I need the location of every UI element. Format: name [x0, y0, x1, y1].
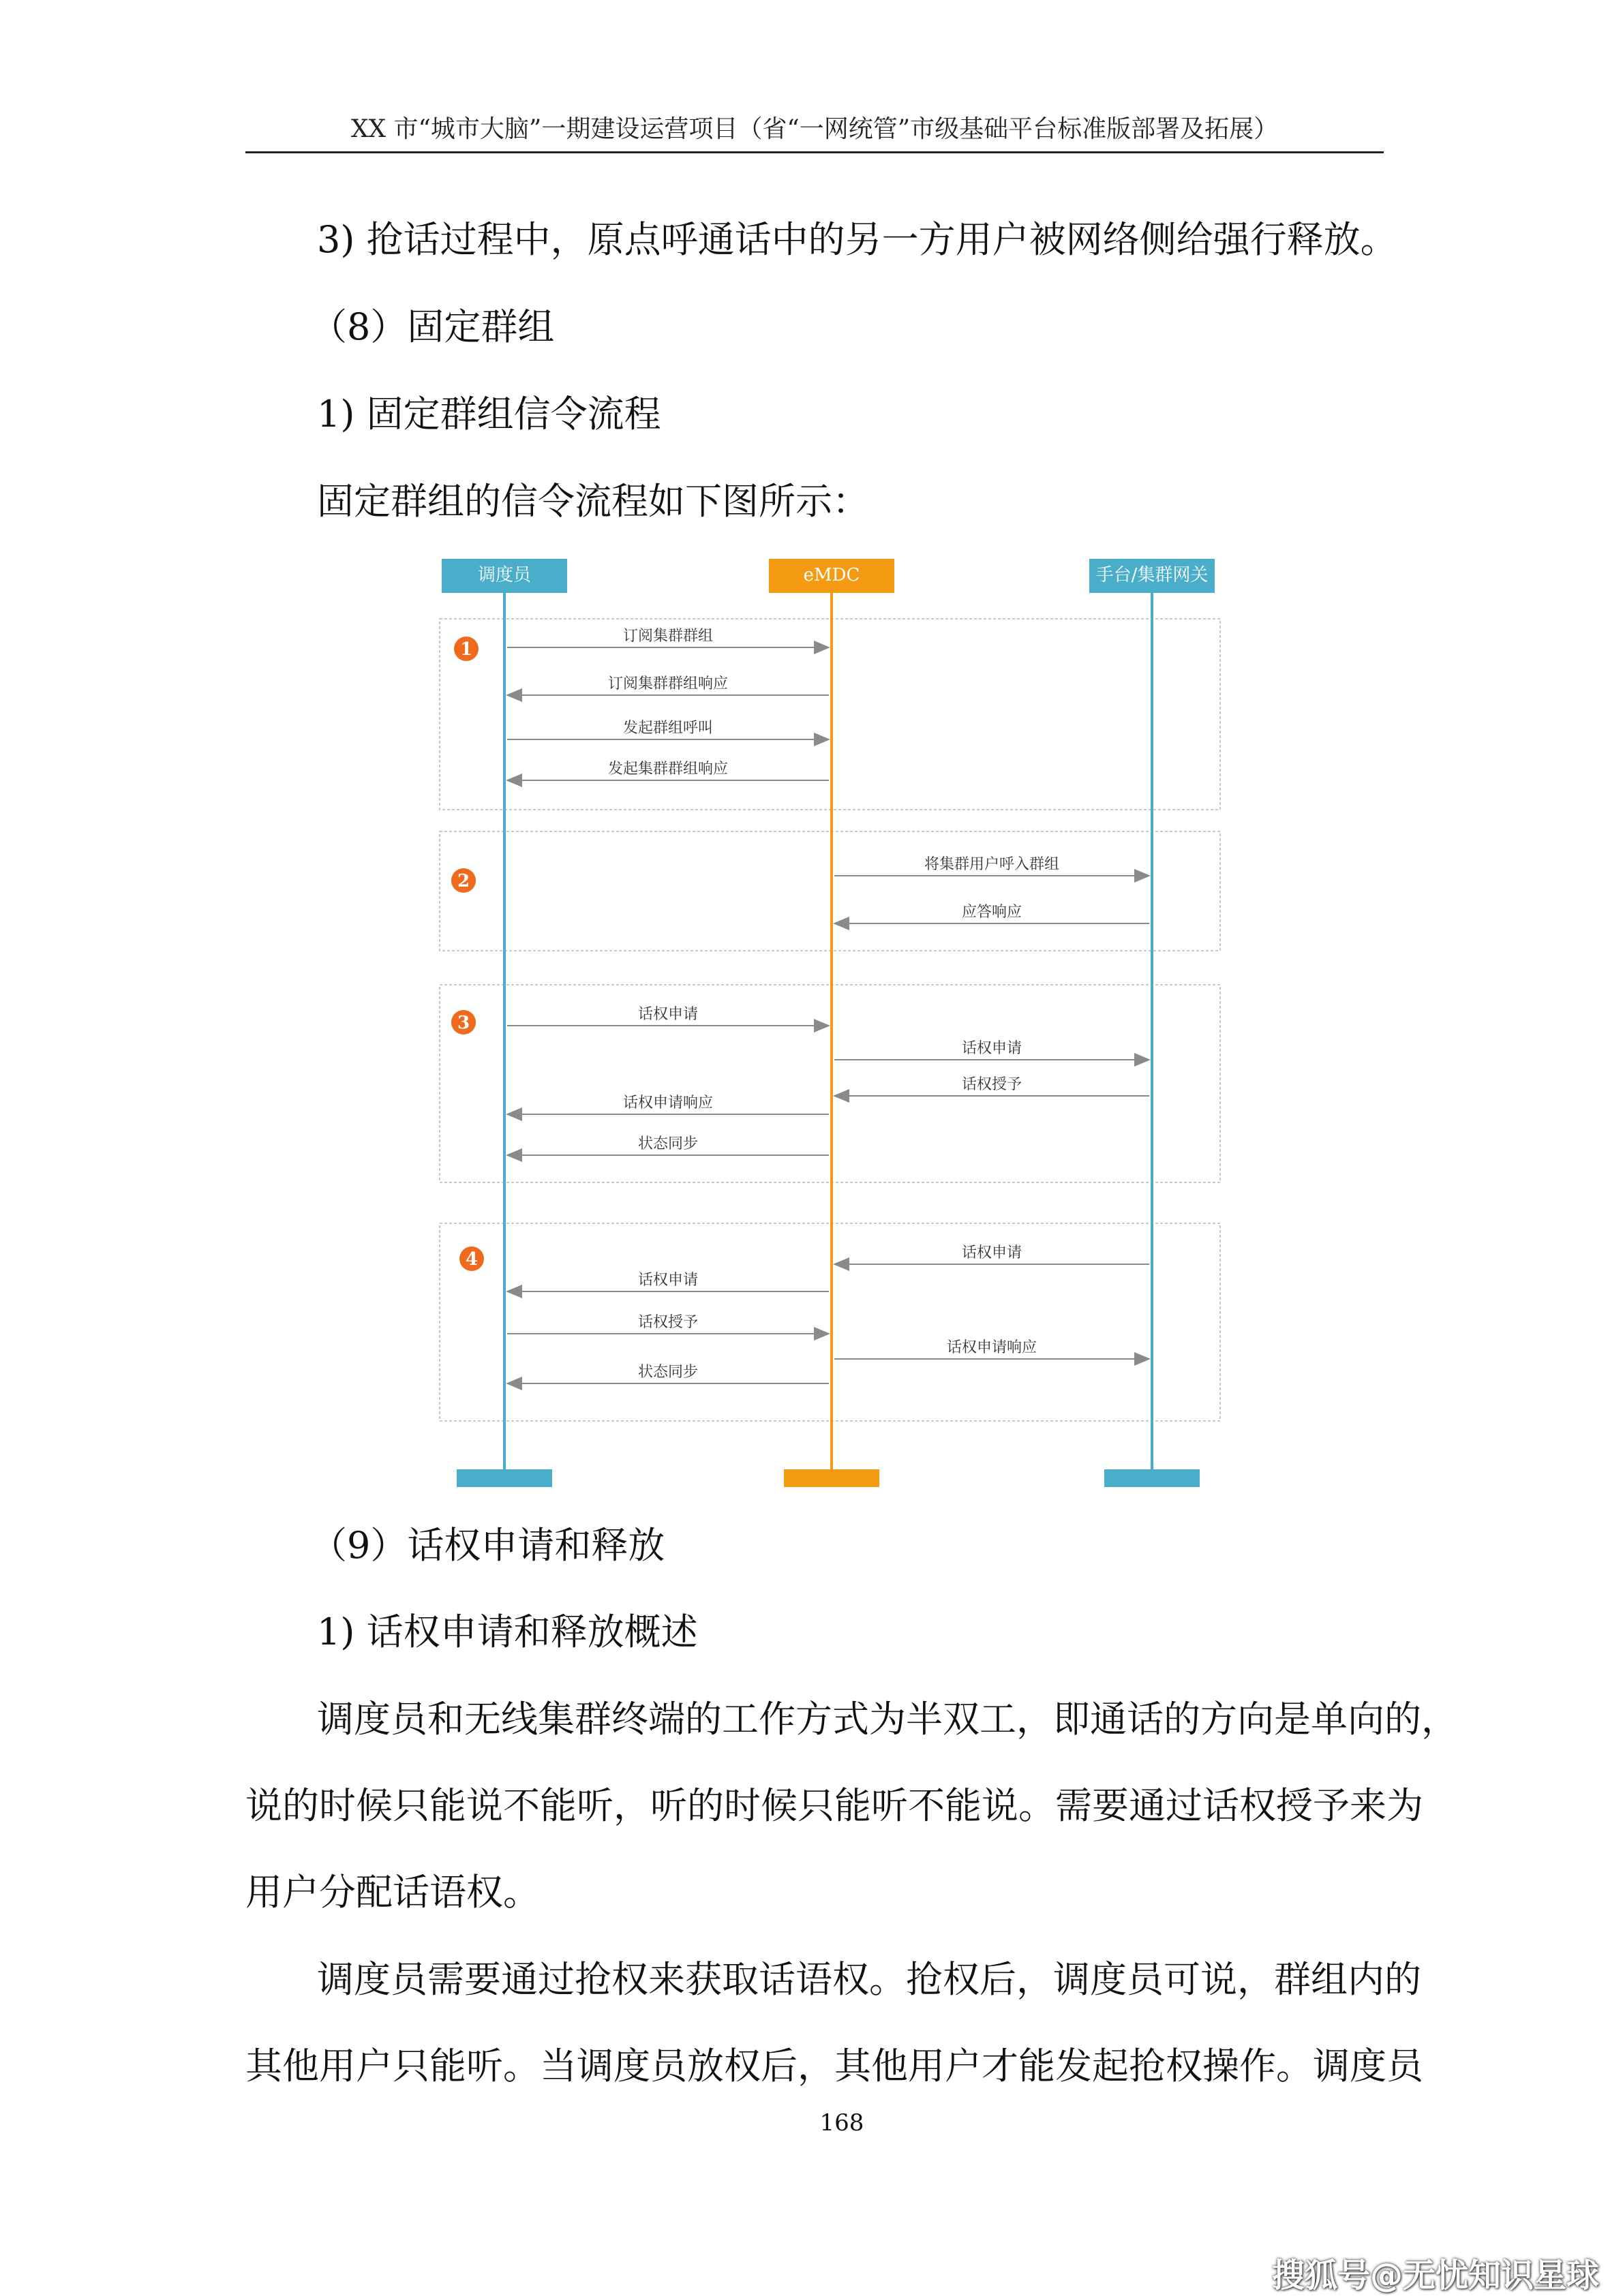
message-label: 订阅集群群组响应	[607, 675, 729, 692]
step-badge-number: 1	[459, 639, 473, 660]
sequence-diagram	[409, 545, 1227, 1499]
message-label: 将集群用户呼入群组	[924, 856, 1060, 873]
sequence-diagram-svg	[409, 545, 1227, 1499]
paragraph-line: 调度员和无线集群终端的工作方式为半双工，即通话的方向是单向的，	[317, 1698, 1458, 1741]
message-label: 话权申请	[637, 1006, 699, 1023]
step-badge-number: 3	[457, 1013, 470, 1033]
message-label: 话权申请响应	[946, 1339, 1037, 1356]
step-badge-number: 2	[457, 871, 470, 891]
message-label: 话权申请	[961, 1040, 1022, 1057]
message-label: 发起群组呼叫	[622, 720, 714, 737]
message-label: 话权授予	[637, 1314, 699, 1331]
message-label: 话权申请	[637, 1272, 699, 1289]
section-heading: （8）固定群组	[310, 305, 555, 348]
step-frame	[440, 1223, 1220, 1421]
header-rule	[245, 151, 1384, 153]
participant-label: eMDC	[803, 565, 860, 585]
subsection-heading: 1) 固定群组信令流程	[317, 393, 661, 435]
step-frame	[440, 831, 1220, 951]
section-heading: （9）话权申请和释放	[310, 1524, 665, 1567]
watermark: 搜狐号@无忧知识星球	[1271, 2256, 1599, 2295]
message-label: 应答响应	[961, 904, 1022, 921]
page-number: 168	[819, 2109, 864, 2137]
page-header: XX 市“城市大脑”一期建设运营项目（省“一网统管”市级基础平台标准版部署及拓展）	[350, 115, 1279, 143]
participant-label: 手台/集群网关	[1095, 565, 1209, 585]
message-label: 发起集群群组响应	[607, 761, 729, 778]
lifeline-end-bar	[457, 1469, 552, 1487]
paragraph-line: 用户分配话语权。	[245, 1871, 540, 1914]
paragraph-line: 其他用户只能听。当调度员放权后，其他用户才能发起抢权操作。调度员	[245, 2045, 1423, 2087]
step-frame	[440, 985, 1220, 1182]
message-label: 话权授予	[961, 1076, 1022, 1093]
message-label: 状态同步	[637, 1364, 699, 1381]
lifeline-end-bar	[784, 1469, 879, 1487]
paragraph-line: 固定群组的信令流程如下图所示：	[317, 480, 869, 523]
paragraph-line: 调度员需要通过抢权来获取话语权。抢权后，调度员可说，群组内的	[317, 1958, 1421, 2001]
paragraph-line: 3) 抢话过程中，原点呼通话中的另一方用户被网络侧给强行释放。	[317, 218, 1397, 261]
subsection-heading: 1) 话权申请和释放概述	[317, 1610, 698, 1653]
lifeline-end-bar	[1104, 1469, 1200, 1487]
participant-label: 调度员	[477, 565, 532, 585]
step-badge-number: 4	[465, 1249, 479, 1270]
message-label: 话权申请响应	[622, 1095, 714, 1112]
paragraph-line: 说的时候只能说不能听，听的时候只能听不能说。需要通过话权授予来为	[245, 1784, 1423, 1827]
message-label: 话权申请	[961, 1244, 1022, 1261]
message-label: 订阅集群群组	[622, 628, 714, 645]
message-label: 状态同步	[637, 1135, 699, 1152]
